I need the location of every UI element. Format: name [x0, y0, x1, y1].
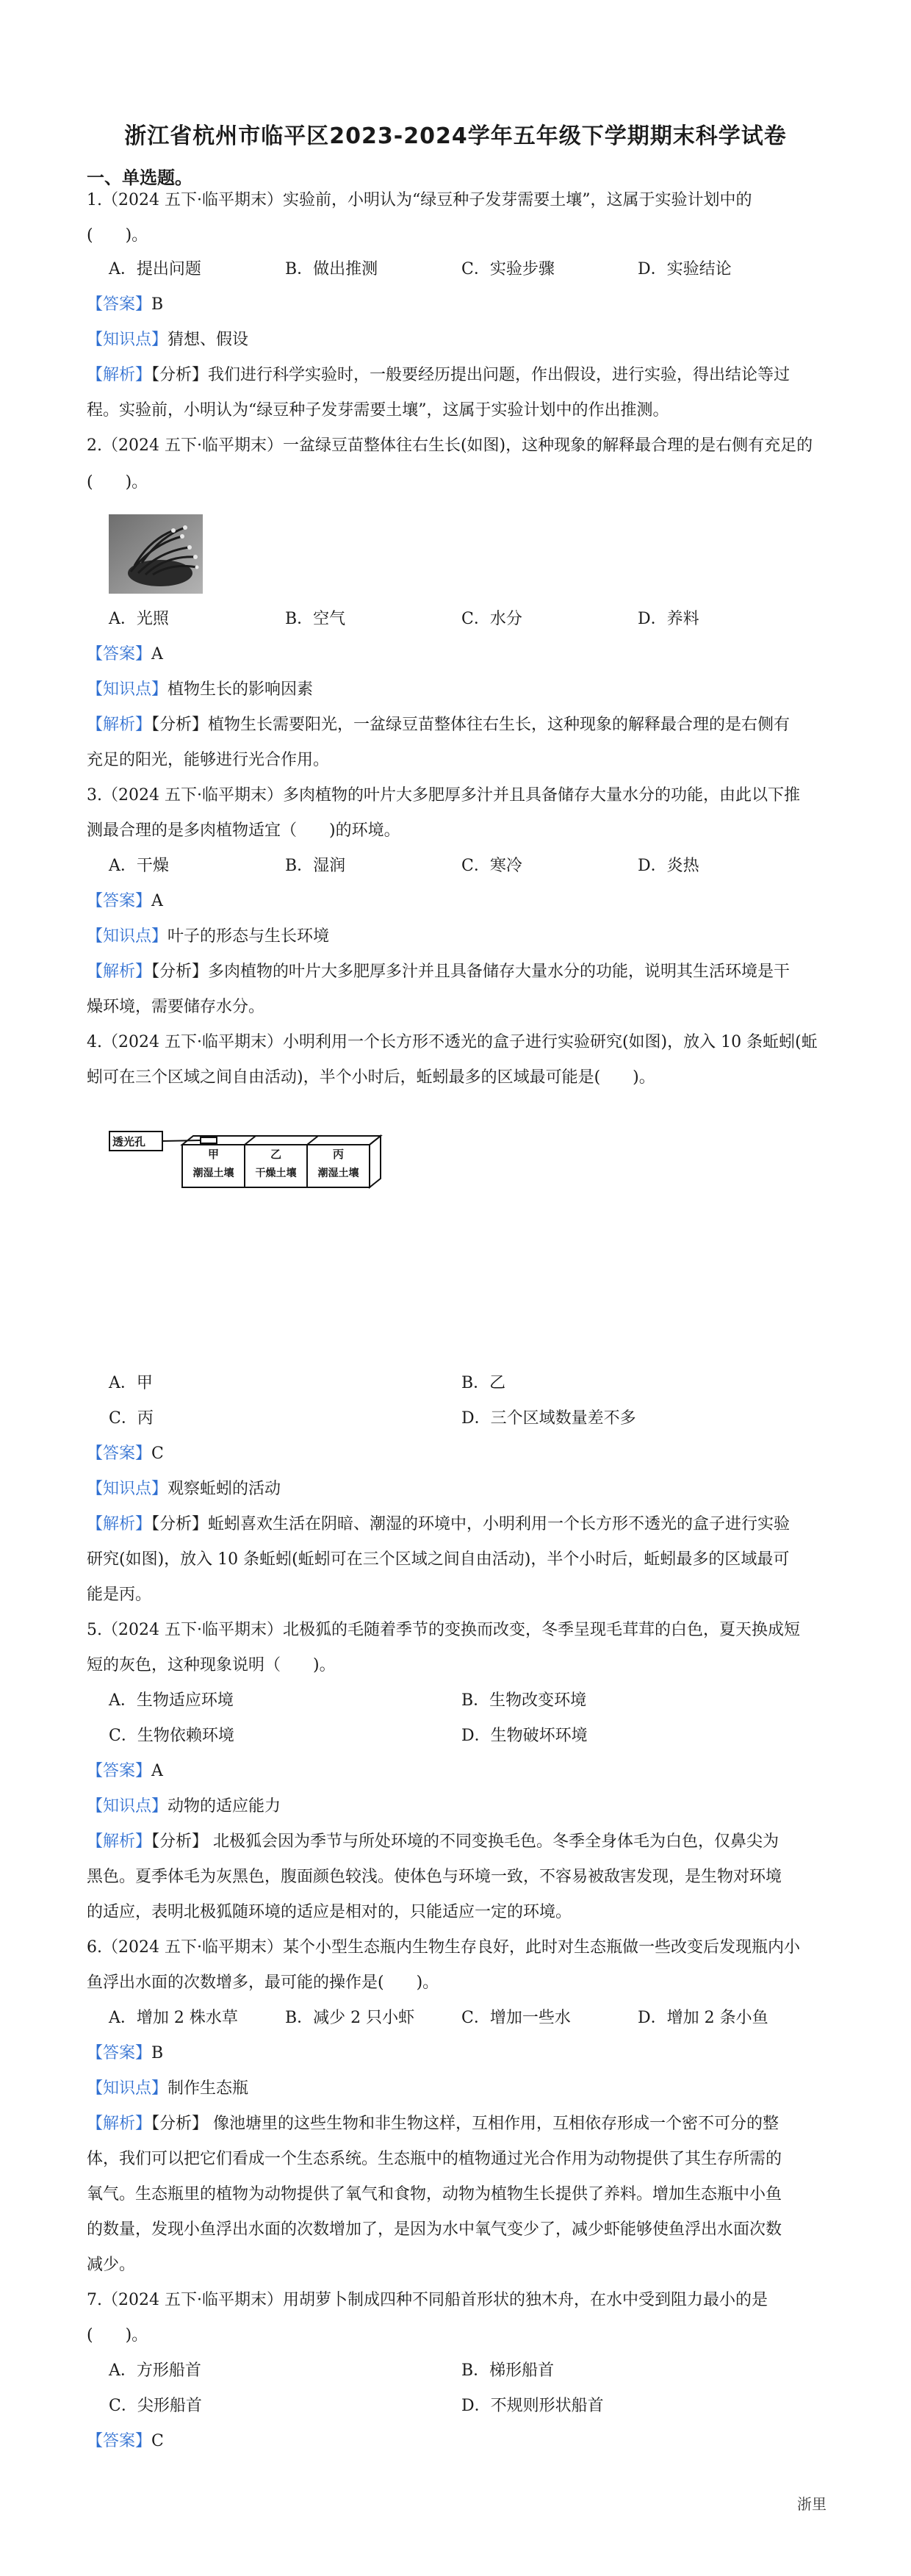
answer-tag: 【答案】: [87, 295, 152, 314]
analysis-line: [87, 363, 829, 388]
question-stem: 5.（2024 五下·临平期末）北极狐的毛随着季节的变换而改变，冬季呈现毛茸茸的白色，夏天换成短: [87, 1621, 800, 1639]
point-value: 动物的适应能力: [168, 1797, 281, 1816]
answer-line: [87, 1759, 829, 1784]
answer-line: [87, 2429, 829, 2454]
point-tag: 【知识点】: [87, 927, 168, 946]
question-stem: 3.（2024 五下·临平期末）多肉植物的叶片大多肥厚多汁并且具备储存大量水分的功能，由此以下推: [87, 786, 800, 805]
analysis-line: 能是丙。: [87, 1586, 152, 1604]
soil-label: 潮湿土壤: [317, 1168, 359, 1179]
answer-tag: 【答案】: [87, 645, 152, 663]
option-b: B．湿润: [285, 857, 346, 875]
point-value: 猜想、假设: [168, 331, 249, 349]
knowledge-point-line: [87, 1794, 829, 1819]
option-d: D．三个区域数量差不多: [461, 1409, 636, 1428]
soil-label: 干燥土壤: [255, 1168, 297, 1179]
bean-sprout-photo: [109, 514, 203, 597]
question-stem: ( )。: [87, 2326, 148, 2345]
answer-tag: 【答案】: [87, 892, 152, 910]
answer-value: B: [151, 295, 164, 314]
knowledge-point-line: [87, 677, 829, 702]
analysis-tag: 【解析】: [87, 1515, 152, 1533]
analysis-tag: 【解析】: [87, 2115, 152, 2133]
analysis-line: [87, 1512, 829, 1537]
option-c: C．寒冷: [461, 857, 522, 875]
option-d: D．增加 2 条小鱼: [638, 2009, 768, 2027]
option-c: C．丙: [109, 1409, 154, 1428]
answer-tag: 【答案】: [87, 1762, 152, 1780]
analysis-text: 【分析】植物生长需要阳光，一盆绿豆苗整体往右生长，这种现象的解释最合理的是右侧有: [151, 716, 791, 734]
point-tag: 【知识点】: [87, 680, 168, 699]
earthworm-box-diagram: [109, 1129, 388, 1195]
region-bing: 丙: [332, 1148, 344, 1161]
question-stem: 短的灰色，这种现象说明（ )。: [87, 1656, 336, 1674]
analysis-tag: 【解析】: [87, 366, 152, 384]
answer-line: [87, 642, 829, 667]
option-c: C．实验步骤: [461, 260, 555, 278]
analysis-line: [87, 2112, 829, 2137]
page-title: 浙江省杭州市临平区2023-2024学年五年级下学期期末科学试卷: [124, 123, 787, 149]
question-stem: 7.（2024 五下·临平期末）用胡萝卜制成四种不同船首形状的独木舟，在水中受到阻力最小的是: [87, 2291, 768, 2309]
option-a: A．干燥: [109, 857, 169, 875]
analysis-line: 的适应，表明北极狐随环境的适应是相对的，只能适应一定的环境。: [87, 1903, 572, 1921]
answer-value: C: [151, 1444, 164, 1463]
region-jia: 甲: [207, 1148, 219, 1161]
answer-line: [87, 2041, 829, 2066]
option-b: B．梯形船首: [461, 2361, 555, 2380]
question-stem: 4.（2024 五下·临平期末）小明利用一个长方形不透光的盒子进行实验研究(如图)，放入 10 条蚯蚓(蚯: [87, 1033, 818, 1051]
answer-tag: 【答案】: [87, 1444, 152, 1463]
region-yi: 乙: [270, 1148, 281, 1161]
option-a: A．增加 2 株水草: [109, 2009, 238, 2027]
knowledge-point-line: [87, 2076, 829, 2101]
option-b: B．生物改变环境: [461, 1691, 587, 1710]
answer-line: [87, 1442, 829, 1467]
analysis-text: 【分析】多肉植物的叶片大多肥厚多汁并且具备储存大量水分的功能，说明其生活环境是干: [151, 963, 791, 981]
analysis-text: 【分析】我们进行科学实验时，一般要经历提出问题，作出假设，进行实验，得出结论等过: [151, 366, 791, 384]
analysis-line: 的数量，发现小鱼浮出水面的次数增加了，是因为水中氧气变少了，减少虾能够使鱼浮出水面次数: [87, 2220, 782, 2239]
analysis-line: 体，我们可以把它们看成一个生态系统。生态瓶中的植物通过光合作用为动物提供了其生存所需的: [87, 2150, 782, 2168]
question-stem: ( )。: [87, 226, 148, 245]
knowledge-point-line: [87, 1477, 829, 1502]
question-stem: 鱼浮出水面的次数增多，最可能的操作是( )。: [87, 1974, 439, 1992]
point-tag: 【知识点】: [87, 331, 168, 349]
analysis-text: 【分析】蚯蚓喜欢生活在阴暗、潮湿的环境中，小明利用一个长方形不透光的盒子进行实验: [151, 1515, 791, 1533]
option-a: A．甲: [109, 1374, 153, 1392]
analysis-tag: 【解析】: [87, 1832, 152, 1851]
analysis-line: 研究(如图)，放入 10 条蚯蚓(蚯蚓可在三个区域之间自由活动)，半个小时后，蚯蚓最多的区域最可: [87, 1550, 790, 1569]
analysis-line: 充足的阳光，能够进行光合作用。: [87, 751, 330, 769]
option-d: D．养料: [638, 610, 699, 628]
analysis-line: 减少。: [87, 2256, 136, 2274]
point-value: 叶子的形态与生长环境: [168, 927, 330, 946]
point-tag: 【知识点】: [87, 1480, 168, 1498]
question-stem: ( )。: [87, 473, 148, 492]
analysis-line: [87, 713, 829, 738]
option-a: A．生物适应环境: [109, 1691, 234, 1710]
answer-line: [87, 292, 829, 317]
option-a: A．方形船首: [109, 2361, 201, 2380]
answer-value: C: [151, 2432, 164, 2450]
analysis-line: 黑色。夏季体毛为灰黑色，腹面颜色较浅。使体色与环境一致，不容易被敌害发现，是生物对环境: [87, 1868, 782, 1886]
option-b: B．做出推测: [285, 260, 378, 278]
option-c: C．尖形船首: [109, 2397, 202, 2415]
point-value: 制作生态瓶: [168, 2079, 249, 2098]
knowledge-point-line: [87, 328, 829, 353]
option-b: B．空气: [285, 610, 346, 628]
answer-line: [87, 889, 829, 914]
analysis-tag: 【解析】: [87, 963, 152, 981]
answer-value: A: [151, 892, 163, 910]
analysis-tag: 【解析】: [87, 716, 152, 734]
analysis-text: 【分析】 像池塘里的这些生物和非生物这样，互相作用，互相依存形成一个密不可分的整: [151, 2115, 779, 2133]
knowledge-point-line: [87, 924, 829, 949]
question-stem: 6.（2024 五下·临平期末）某个小型生态瓶内生物生存良好，此时对生态瓶做一些改变后发现瓶内小: [87, 1938, 800, 1957]
analysis-line: [87, 960, 829, 985]
answer-value: B: [151, 2044, 164, 2062]
option-c: C．生物依赖环境: [109, 1727, 234, 1745]
light-hole-label: 透光孔: [112, 1135, 146, 1148]
option-c: C．水分: [461, 610, 522, 628]
soil-label: 潮湿土壤: [192, 1168, 234, 1179]
point-tag: 【知识点】: [87, 2079, 168, 2098]
point-value: 观察蚯蚓的活动: [168, 1480, 281, 1498]
option-d: D．实验结论: [638, 260, 732, 278]
question-stem: 1.（2024 五下·临平期末）实验前，小明认为“绿豆种子发芽需要土壤”，这属于实验计划中的: [87, 191, 752, 209]
option-b: B．减少 2 只小虾: [285, 2009, 415, 2027]
question-stem: 蚓可在三个区域之间自由活动)，半个小时后，蚯蚓最多的区域最可能是( )。: [87, 1068, 655, 1087]
question-stem: 测最合理的是多肉植物适宜（ )的环境。: [87, 821, 400, 840]
answer-tag: 【答案】: [87, 2044, 152, 2062]
answer-value: A: [151, 1762, 163, 1780]
analysis-line: [87, 1830, 829, 1854]
answer-tag: 【答案】: [87, 2432, 152, 2450]
option-c: C．增加一些水: [461, 2009, 571, 2027]
analysis-line: 燥环境，需要储存水分。: [87, 998, 265, 1016]
section-heading: 一、单选题。: [87, 168, 192, 188]
point-tag: 【知识点】: [87, 1797, 168, 1816]
option-b: B．乙: [461, 1374, 506, 1392]
option-d: D．炎热: [638, 857, 699, 875]
option-d: D．不规则形状船首: [461, 2397, 604, 2415]
page-footer: 浙里: [797, 2495, 827, 2513]
answer-value: A: [151, 645, 163, 663]
analysis-line: 氧气。生态瓶里的植物为动物提供了氧气和食物，动物为植物生长提供了养料。增加生态瓶中小鱼: [87, 2185, 782, 2203]
option-a: A．光照: [109, 610, 169, 628]
analysis-line: 程。实验前，小明认为“绿豆种子发芽需要土壤”，这属于实验计划中的作出推测。: [87, 401, 669, 420]
analysis-text: 【分析】 北极狐会因为季节与所处环境的不同变换毛色。冬季全身体毛为白色，仅鼻尖为: [151, 1832, 779, 1851]
point-value: 植物生长的影响因素: [168, 680, 314, 699]
question-stem: 2.（2024 五下·临平期末）一盆绿豆苗整体往右生长(如图)，这种现象的解释最合理的是右侧有充足的: [87, 436, 813, 455]
option-d: D．生物破坏环境: [461, 1727, 588, 1745]
option-a: A．提出问题: [109, 260, 201, 278]
